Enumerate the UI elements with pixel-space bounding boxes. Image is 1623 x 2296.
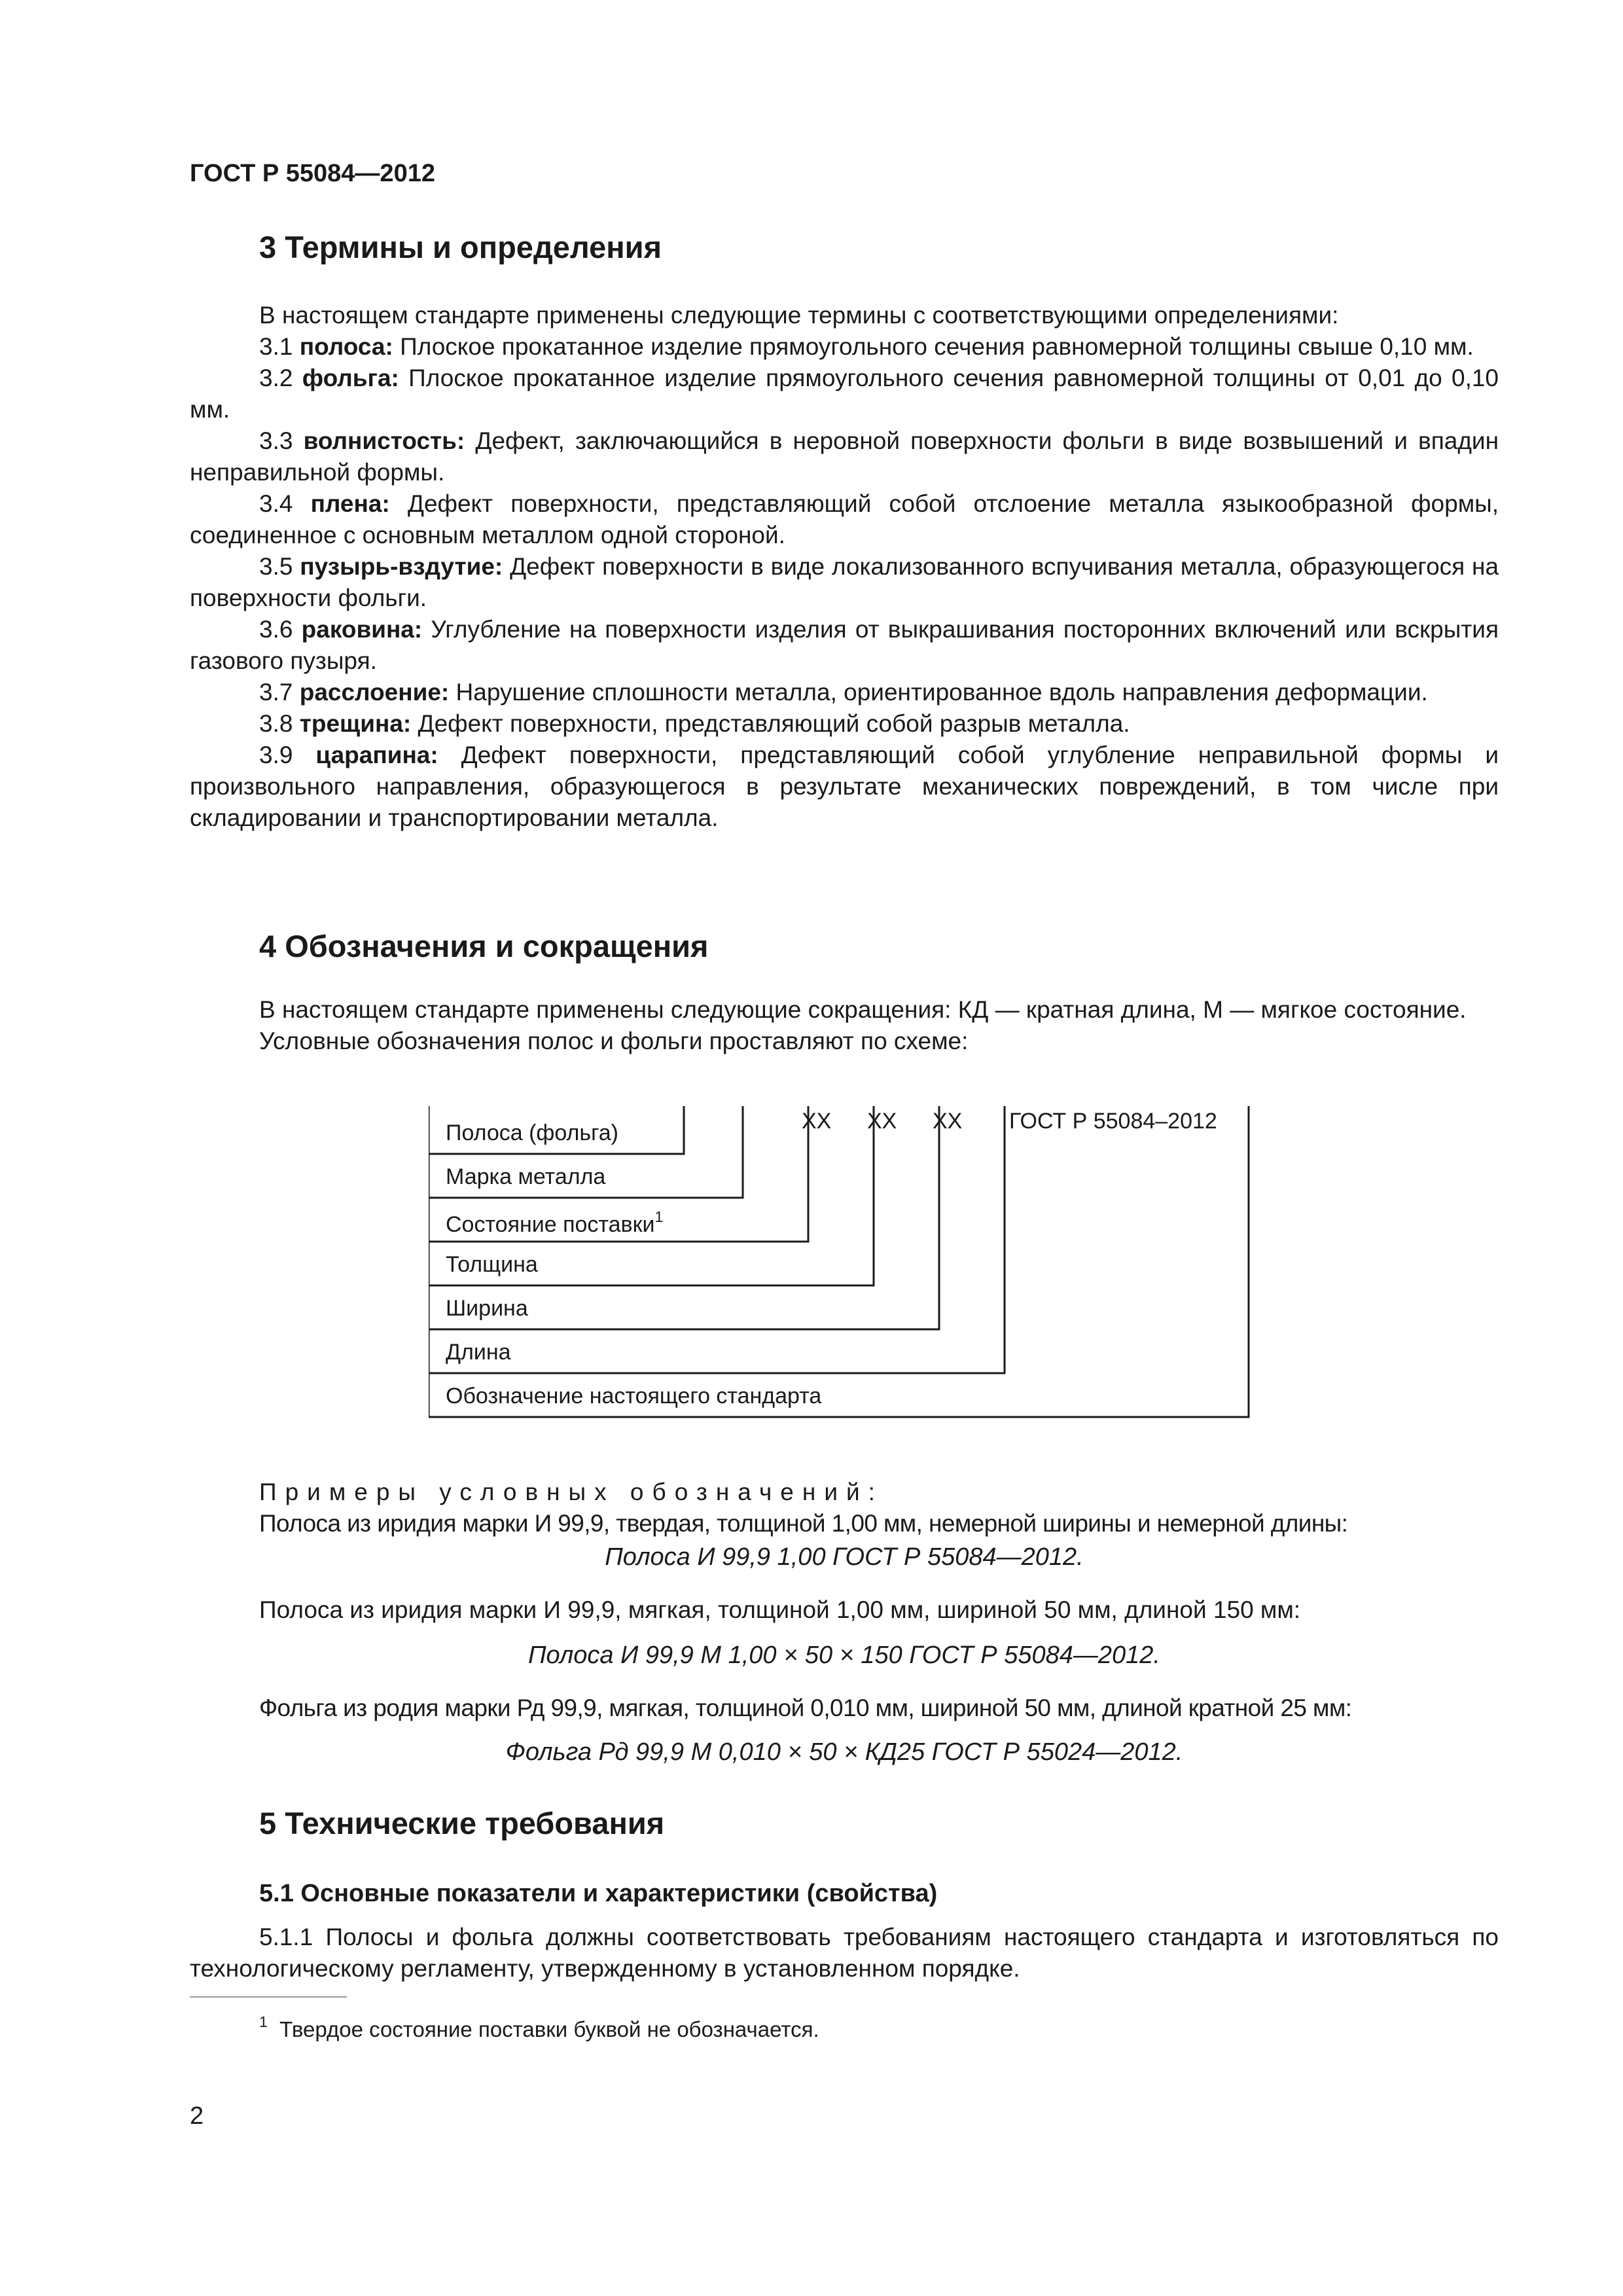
examples-block [190, 1477, 1499, 1539]
scheme-intro: Условные обозначения полос и фольги проставляют по схеме: [259, 1028, 969, 1054]
footnote [259, 2013, 819, 2042]
section-3-body [190, 300, 1499, 834]
term-name: раковина: [301, 616, 423, 643]
page-number: 2 [190, 2102, 204, 2130]
term-number: 3.5 [259, 553, 293, 580]
term-definition [190, 677, 1499, 708]
terms-list [190, 331, 1499, 834]
section-3-intro: В настоящем стандарте применены следующие термины с соответствующими определениями: [259, 302, 1339, 329]
term-name: царапина: [315, 742, 438, 768]
example-2-block [190, 1594, 1499, 1626]
term-definition [190, 551, 1499, 614]
term-number: 3.1 [259, 333, 293, 360]
term-name: пузырь-вздутие: [300, 553, 503, 580]
scheme-row-standard: Обозначение настоящего стандарта [446, 1384, 822, 1408]
term-text: Плоское прокатанное изделие прямоугольного сечения равномерной толщины от 0,01 до 0,10 мм. [190, 365, 1499, 423]
term-name: расслоение: [299, 679, 450, 706]
scheme-row-product: Полоса (фольга) [446, 1121, 618, 1145]
footnote-separator [190, 1996, 347, 1998]
term-text: Дефект поверхности, представляющий собой отслоение металла языкообразной формы, соединенное с основным металлом одной стороной. [190, 490, 1499, 548]
term-number: 3.9 [259, 742, 293, 768]
section-5-body [190, 1922, 1499, 1984]
term-name: полоса: [299, 333, 393, 360]
footnote-text: Твердое состояние поставки буквой не обозначается. [279, 2017, 819, 2041]
scheme-row-length: Длина [446, 1340, 511, 1365]
example-2-designation: Полоса И 99,9 М 1,00 × 50 × 150 ГОСТ Р 55084—2012. [528, 1641, 1160, 1669]
term-definition [190, 363, 1499, 425]
term-name: волнистость: [303, 427, 465, 454]
section-3-title: 3 Термины и определения [259, 230, 662, 264]
term-name: плена: [310, 490, 390, 517]
scheme-row-delivery-state: Состояние поставки$^1$ [446, 1208, 664, 1237]
term-name: фольга: [302, 365, 399, 391]
term-definition [190, 488, 1499, 551]
footnote-mark: 1 [654, 1208, 664, 1225]
term-text: Плоское прокатанное изделие прямоугольного сечения равномерной толщины свыше 0,10 мм. [400, 333, 1474, 360]
term-text: Дефект поверхности, представляющий собой разрыв металла. [418, 710, 1130, 737]
section-5-title: 5 Технические требования [259, 1806, 665, 1840]
term-number: 3.6 [259, 616, 293, 643]
document-header: ГОСТ Р 55084—2012 [190, 160, 435, 187]
section-4-body [190, 994, 1499, 1057]
scheme-top-standard: ГОСТ Р 55084–2012 [1009, 1109, 1217, 1134]
example-1-designation: Полоса И 99,9 1,00 ГОСТ Р 55084—2012. [605, 1543, 1084, 1571]
term-number: 3.3 [259, 427, 293, 454]
example-3-designation: Фольга Рд 99,9 М 0,010 × 50 × КД25 ГОСТ Р 55024—2012. [505, 1738, 1183, 1766]
term-definition [190, 614, 1499, 677]
term-text: Дефект поверхности в виде локализованного вспучивания металла, образующегося на поверхности фольги. [190, 553, 1499, 611]
example-1-desc: Полоса из иридия марки И 99,9, твердая, толщиной 1,00 мм, немерной ширины и немерной длины: [259, 1510, 1348, 1537]
term-text: Нарушение сплошности металла, ориентированное вдоль направления деформации. [455, 679, 1428, 706]
footnote-number: 1 [259, 2013, 268, 2030]
paragraph-5-1-1: 5.1.1 Полосы и фольга должны соответствовать требованиям настоящего стандарта и изготовляться по технологическому регламенту, утвержденному в установленном порядке. [190, 1924, 1499, 1982]
designation-scheme [429, 1103, 1257, 1420]
example-2-desc: Полоса из иридия марки И 99,9, мягкая, толщиной 1,00 мм, шириной 50 мм, длиной 150 мм: [259, 1596, 1301, 1623]
examples-heading: Примеры условных обозначений: [259, 1479, 883, 1505]
abbreviations-text: В настоящем стандарте применены следующие сокращения: КД — кратная длина, М — мягкое состояние. [259, 996, 1467, 1023]
term-definition [190, 708, 1499, 740]
section-5-1-title: 5.1 Основные показатели и характеристики (свойства) [259, 1880, 938, 1907]
scheme-lines [429, 1103, 1257, 1420]
example-3-block [190, 1693, 1499, 1724]
scheme-top-xx-3: XX [933, 1109, 963, 1134]
scheme-top-xx-2: XX [867, 1109, 897, 1134]
term-text: Дефект поверхности, представляющий собой углубление неправильной формы и произвольного направления, образующегося в результате механических повреждений, в том числе при складировании и транспортировании металла. [190, 742, 1499, 831]
term-text: Углубление на поверхности изделия от выкрашивания посторонних включений или вскрытия газового пузыря. [190, 616, 1499, 674]
scheme-row-thickness: Толщина [446, 1252, 538, 1277]
term-number: 3.4 [259, 490, 293, 517]
term-number: 3.7 [259, 679, 293, 706]
scheme-top-xx-1: XX [802, 1109, 832, 1134]
term-number: 3.8 [259, 710, 293, 737]
scheme-line-8 [429, 1106, 1249, 1417]
scheme-line-7 [429, 1106, 1005, 1373]
term-definition [190, 740, 1499, 834]
scheme-row-metal-grade: Марка металла [446, 1164, 606, 1189]
section-4-title: 4 Обозначения и сокращения [259, 929, 709, 963]
term-definition [190, 425, 1499, 488]
term-text: Дефект, заключающийся в неровной поверхности фольги в виде возвышений и впадин неправильной формы. [190, 427, 1499, 486]
term-definition [190, 331, 1499, 363]
scheme-row-width: Ширина [446, 1296, 528, 1321]
term-number: 3.2 [259, 365, 293, 391]
term-name: трещина: [299, 710, 412, 737]
example-3-desc: Фольга из родия марки Рд 99,9, мягкая, толщиной 0,010 мм, шириной 50 мм, длиной кратной 25 мм: [259, 1695, 1352, 1721]
